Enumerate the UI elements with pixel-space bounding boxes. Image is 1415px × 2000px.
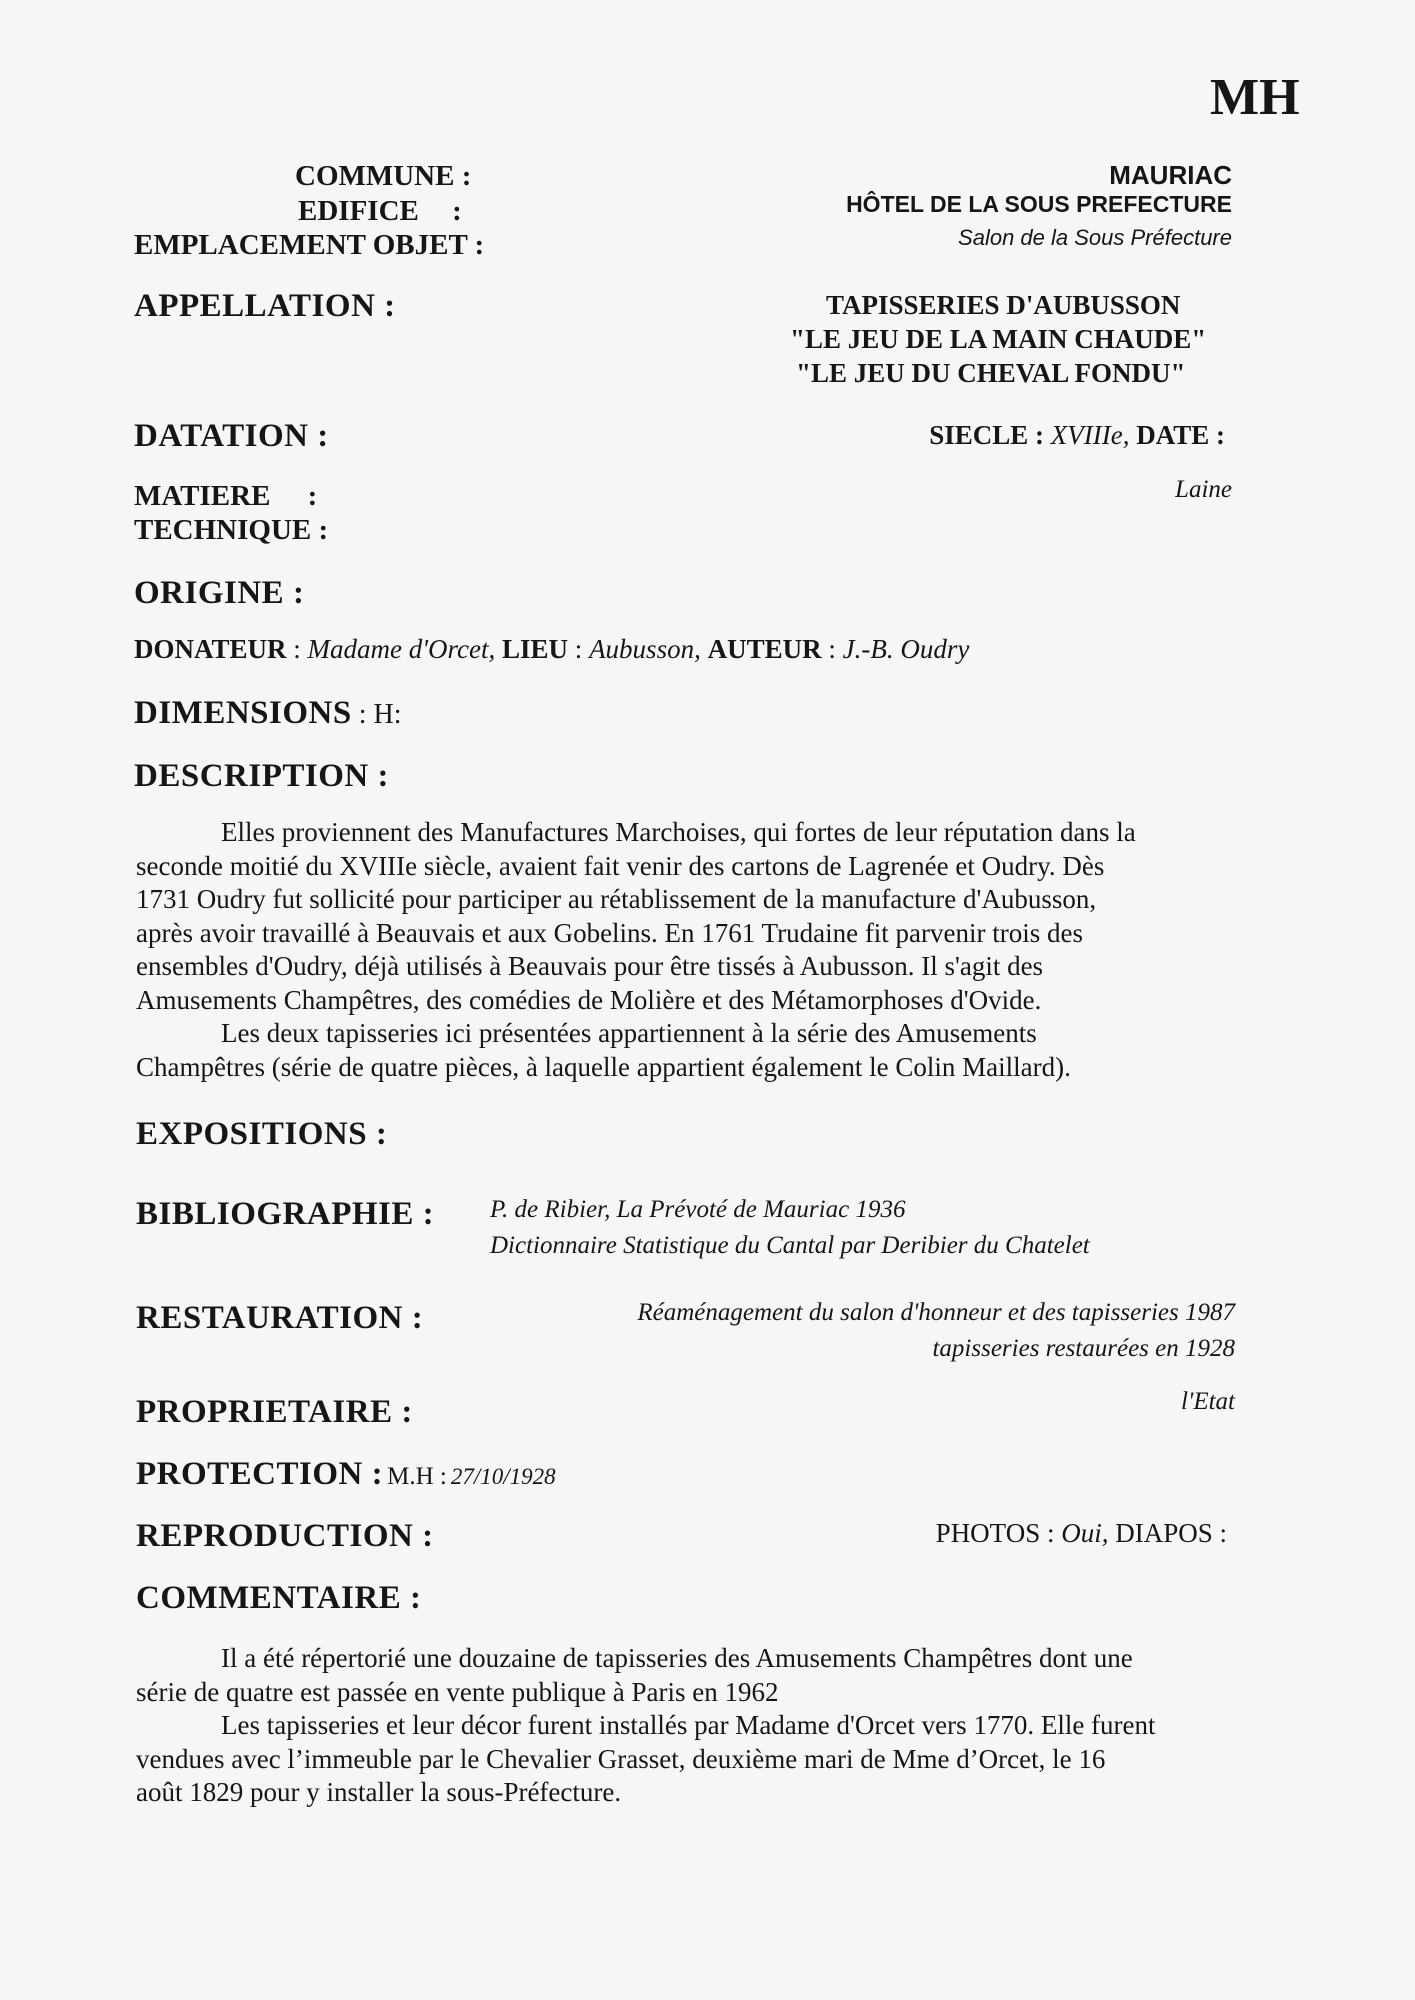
siecle-label: SIECLE : [929,420,1045,450]
description-line: seconde moitié du XVIIIe siècle, avaient fait venir des cartons de Lagrenée et Oudry. Dès [136,850,1105,881]
commentaire-line: Les tapisseries et leur décor furent installés par Madame d'Orcet vers 1770. Elle furent [221,1710,1156,1740]
restauration-line: Réaménagement du salon d'honneur et des tapisseries 1987 [637,1299,1235,1326]
auteur-value: J.-B. Oudry [842,634,970,664]
appellation-label: APPELLATION : [134,288,396,324]
reproduction-label: REPRODUCTION : [136,1518,434,1554]
dimensions-value: H: [373,699,402,730]
auteur-label: AUTEUR [707,634,822,664]
commune-value: MAURIAC [1109,160,1232,190]
description-line: Amusements Champêtres, des comédies de Molière et des Métamorphoses d'Ovide. [136,984,1042,1015]
edifice-label: EDIFICE : [298,195,462,227]
bibliographie-line: P. de Ribier, La Prévoté de Mauriac 1936 [490,1196,906,1223]
restauration-label: RESTAURATION : [136,1300,424,1336]
appellation-line-3: "LE JEU DU CHEVAL FONDU" [796,358,1186,388]
description-line: Les deux tapisseries ici présentées appartiennent à la série des Amusements [221,1018,1037,1048]
appellation-values [0,288,1415,390]
siecle-date [929,420,1225,451]
protection-date: 27/10/1928 [450,1464,556,1489]
bibliographie-line: Dictionnaire Statistique du Cantal par Deribier du Chatelet [490,1232,1090,1259]
emplacement-label: EMPLACEMENT OBJET : [134,229,485,261]
description-line: 1731 Oudry fut sollicité pour participer au rétablissement de la manufacture d'Aubusson, [136,884,1097,914]
description-line: Champêtres (série de quatre pièces, à laquelle appartient également le Colin Maillard). [136,1051,1071,1082]
dimensions-label: DIMENSIONS [134,695,352,731]
description-line: Elles proviennent des Manufactures Marchoises, qui fortes de leur réputation dans la [221,817,1136,847]
proprietaire-value: l'Etat [1181,1388,1235,1415]
matiere-value: Laine [1175,476,1232,503]
origine-details: DONATEUR : Madame d'Orcet, LIEU : Aubusson, AUTEUR : J.-B. Oudry [134,634,970,664]
lieu-label: LIEU [502,634,569,664]
matiere-label: MATIERE : [134,480,318,512]
photos-value: Oui, [1061,1518,1109,1548]
commentaire-line: série de quatre est passée en vente publique à Paris en 1962 [136,1676,779,1707]
edifice-value: HÔTEL DE LA SOUS PREFECTURE [846,191,1232,217]
description-line: ensembles d'Oudry, déjà utilisés à Beauvais pour être tissés à Aubusson. Il s'agit des [136,951,1044,981]
description-line: après avoir travaillé à Beauvais et aux Gobelins. En 1761 Trudaine fit parvenir trois des [136,917,1084,948]
protection-type: M.H : [387,1463,447,1490]
commentaire-text [136,1642,1246,1810]
appellation-line-2: "LE JEU DE LA MAIN CHAUDE" [790,324,1207,354]
dimensions-row: DIMENSIONS : H: [134,695,402,731]
appellation-line-1: TAPISSERIES D'AUBUSSON [826,290,1181,320]
photos-label: PHOTOS : [935,1518,1055,1548]
commentaire-label: COMMENTAIRE : [136,1580,422,1616]
protection-row [136,1456,556,1493]
technique-label: TECHNIQUE : [134,514,329,546]
proprietaire-label: PROPRIETAIRE : [136,1394,413,1430]
emplacement-value: Salon de la Sous Préfecture [958,225,1232,250]
datation-label: DATATION : [134,418,329,454]
bibliographie-label: BIBLIOGRAPHIE : [136,1196,435,1232]
restauration-line: tapisseries restaurées en 1928 [932,1335,1235,1362]
diapos-label: DIAPOS : [1115,1518,1227,1548]
restauration-values [637,1295,1235,1367]
bibliographie-values [490,1192,1090,1264]
siecle-value: XVIIIe, [1050,420,1130,450]
description-text [136,816,1243,1084]
description-label: DESCRIPTION : [134,758,389,794]
origine-label: ORIGINE : [134,575,305,611]
commentaire-line: Il a été répertorié une douzaine de tapisseries des Amusements Champêtres dont une [221,1643,1133,1673]
reproduction-values [936,1518,1227,1549]
protection-label: PROTECTION : [136,1456,384,1492]
donateur-label: DONATEUR [134,634,287,664]
commune-label: COMMUNE : [295,160,472,192]
commentaire-line: vendues avec l’immeuble par le Chevalier Grasset, deuxième mari de Mme d’Orcet, le 16 [136,1743,1106,1774]
donateur-value: Madame d'Orcet, [307,634,496,664]
expositions-label: EXPOSITIONS : [136,1116,388,1152]
commentaire-line: août 1829 pour y installer la sous-Préfecture. [136,1777,622,1807]
mh-mark: MH [1210,69,1300,126]
date-label: DATE : [1136,420,1225,450]
lieu-value: Aubusson, [589,634,701,664]
